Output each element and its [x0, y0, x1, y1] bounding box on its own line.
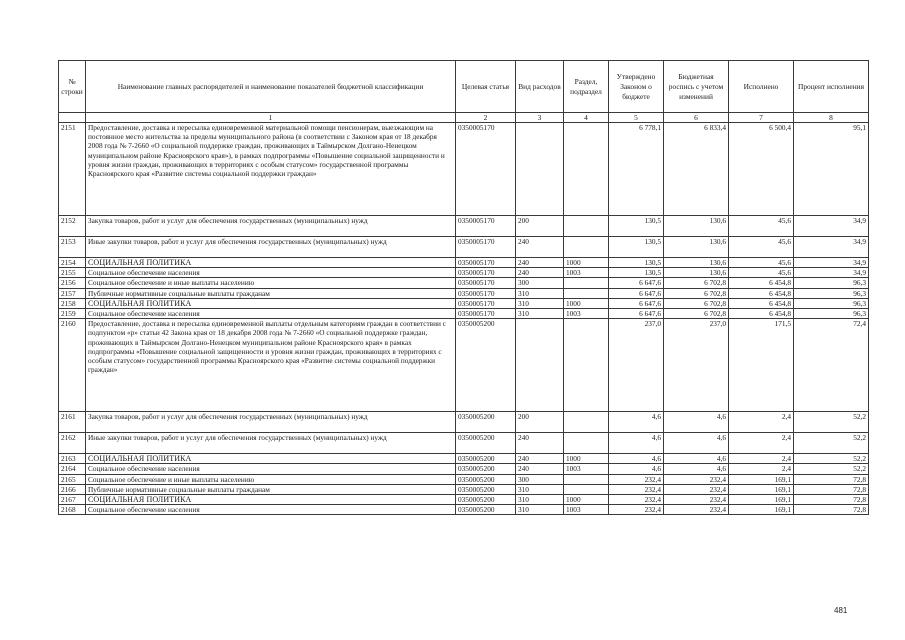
row-number: 2154: [59, 258, 86, 268]
execution-percent: 52,2: [794, 464, 869, 474]
approved-amount: 130,5: [609, 268, 664, 278]
row-name: Иные закупки товаров, работ и услуг для обеспечения государственных (муниципальных) нужд: [86, 433, 456, 454]
approved-amount: 130,5: [609, 216, 664, 237]
header-approved: Утверждено Законом о бюджете: [609, 61, 664, 113]
approved-amount: 130,5: [609, 258, 664, 268]
row-name: Предоставление, доставка и пересылка единовременной выплаты отдельным категориям граждан в соответствии с подпунктом «р» статьи 42 Закона края от 18 декабря 2008 года № 7-2660 «О социальной поддержке граждан, проживающих в Таймырском Долгано-Ненецком муниципальном районе Красноярского края» в рамках подпрограммы «Повышение социальной защищенности и уровня жизни граждан, проживающих в территориях с особым статусом» государственной программы Красноярского края «Развитие системы социальной поддержки граждан»: [86, 319, 456, 412]
target-article: 0350005170: [456, 309, 516, 319]
schedule-amount: 4,6: [664, 454, 729, 464]
row-number: 2160: [59, 319, 86, 412]
table-row: [59, 268, 869, 278]
table-row: [59, 433, 869, 454]
target-article: 0350005170: [456, 123, 516, 216]
column-number: 5: [609, 113, 664, 123]
approved-amount: 6 778,1: [609, 123, 664, 216]
schedule-amount: 232,4: [664, 484, 729, 494]
table-row: [59, 123, 869, 216]
section-code: 1003: [564, 309, 609, 319]
table-row: [59, 484, 869, 494]
section-code: [564, 474, 609, 484]
row-number: 2153: [59, 237, 86, 258]
approved-amount: 232,4: [609, 495, 664, 505]
executed-amount: 45,6: [729, 237, 794, 258]
table-row: [59, 216, 869, 237]
table-row: [59, 464, 869, 474]
target-article: 0350005200: [456, 464, 516, 474]
row-name: Социальное обеспечение населения: [86, 309, 456, 319]
header-expense-type: Вид расходов: [516, 61, 564, 113]
schedule-amount: 130,6: [664, 268, 729, 278]
execution-percent: 96,3: [794, 298, 869, 308]
approved-amount: 232,4: [609, 484, 664, 494]
table-row: [59, 495, 869, 505]
column-number: 8: [794, 113, 869, 123]
section-code: [564, 288, 609, 298]
expense-type: 200: [516, 412, 564, 433]
row-name: Социальное обеспечение населения: [86, 505, 456, 515]
schedule-amount: 4,6: [664, 412, 729, 433]
schedule-amount: 237,0: [664, 319, 729, 412]
schedule-amount: 6 702,8: [664, 288, 729, 298]
approved-amount: 6 647,6: [609, 288, 664, 298]
section-code: 1003: [564, 505, 609, 515]
approved-amount: 4,6: [609, 454, 664, 464]
column-number: 3: [516, 113, 564, 123]
header-row-number: № строки: [59, 61, 86, 113]
target-article: 0350005170: [456, 237, 516, 258]
executed-amount: 6 454,8: [729, 309, 794, 319]
header-section: Раздел, подраздел: [564, 61, 609, 113]
row-number: 2159: [59, 309, 86, 319]
row-name: Иные закупки товаров, работ и услуг для обеспечения государственных (муниципальных) нужд: [86, 237, 456, 258]
header-name: Наименование главных распорядителей и наименование показателей бюджетной классификации: [86, 61, 456, 113]
schedule-amount: 232,4: [664, 505, 729, 515]
table-row: [59, 237, 869, 258]
approved-amount: 130,5: [609, 237, 664, 258]
approved-amount: 237,0: [609, 319, 664, 412]
execution-percent: 52,2: [794, 433, 869, 454]
row-name: Публичные нормативные социальные выплаты гражданам: [86, 484, 456, 494]
execution-percent: 52,2: [794, 454, 869, 464]
table-row: [59, 288, 869, 298]
row-name: СОЦИАЛЬНАЯ ПОЛИТИКА: [86, 495, 456, 505]
target-article: 0350005170: [456, 216, 516, 237]
target-article: 0350005170: [456, 288, 516, 298]
section-code: 1003: [564, 464, 609, 474]
execution-percent: 34,9: [794, 258, 869, 268]
row-name: Предоставление, доставка и пересылка единовременной материальной помощи пенсионерам, выезжающим на постоянное место жительства за пределы муниципального района (в соответствии с Законом края от 18 декабря 2008 года № 7-2660 «О социальной поддержке граждан, проживающих в Таймырском Долгано-Ненецком муниципальном районе Красноярского края»), в рамках подпрограммы «Повышение социальной защищенности и уровня жизни граждан, проживающих в территориях с особым статусом» государственной программы Красноярского края «Развитие системы социальной поддержки граждан»: [86, 123, 456, 216]
column-number: 2: [456, 113, 516, 123]
section-code: [564, 412, 609, 433]
execution-percent: 72,8: [794, 495, 869, 505]
target-article: 0350005200: [456, 505, 516, 515]
executed-amount: 6 500,4: [729, 123, 794, 216]
section-code: 1000: [564, 258, 609, 268]
approved-amount: 4,6: [609, 464, 664, 474]
expense-type: 310: [516, 484, 564, 494]
schedule-amount: 6 702,8: [664, 278, 729, 288]
schedule-amount: 130,6: [664, 258, 729, 268]
row-number: 2164: [59, 464, 86, 474]
schedule-amount: 6 702,8: [664, 298, 729, 308]
execution-percent: 72,8: [794, 474, 869, 484]
table-row: [59, 309, 869, 319]
executed-amount: 169,1: [729, 484, 794, 494]
approved-amount: 6 647,6: [609, 309, 664, 319]
executed-amount: 2,4: [729, 412, 794, 433]
executed-amount: 2,4: [729, 433, 794, 454]
page-number: 481: [834, 606, 848, 615]
section-code: [564, 433, 609, 454]
schedule-amount: 130,6: [664, 216, 729, 237]
schedule-amount: 4,6: [664, 464, 729, 474]
executed-amount: 169,1: [729, 495, 794, 505]
section-code: [564, 278, 609, 288]
column-number: [59, 113, 86, 123]
row-name: СОЦИАЛЬНАЯ ПОЛИТИКА: [86, 454, 456, 464]
executed-amount: 45,6: [729, 268, 794, 278]
header-executed: Исполнено: [729, 61, 794, 113]
row-name: Публичные нормативные социальные выплаты гражданам: [86, 288, 456, 298]
column-number: 7: [729, 113, 794, 123]
execution-percent: 96,3: [794, 309, 869, 319]
executed-amount: 45,6: [729, 216, 794, 237]
header-row: [59, 61, 869, 113]
row-name: Закупка товаров, работ и услуг для обеспечения государственных (муниципальных) нужд: [86, 412, 456, 433]
table-row: [59, 474, 869, 484]
target-article: 0350005200: [456, 412, 516, 433]
column-number: 6: [664, 113, 729, 123]
row-number: 2161: [59, 412, 86, 433]
executed-amount: 6 454,8: [729, 288, 794, 298]
execution-percent: 96,3: [794, 278, 869, 288]
header-schedule: Бюджетная роспись с учетом изменений: [664, 61, 729, 113]
execution-percent: 96,3: [794, 288, 869, 298]
schedule-amount: 232,4: [664, 474, 729, 484]
target-article: 0350005200: [456, 484, 516, 494]
row-number: 2156: [59, 278, 86, 288]
row-name: Социальное обеспечение и иные выплаты населению: [86, 278, 456, 288]
table-row: [59, 412, 869, 433]
row-number: 2155: [59, 268, 86, 278]
expense-type: [516, 319, 564, 412]
section-code: [564, 123, 609, 216]
section-code: 1003: [564, 268, 609, 278]
schedule-amount: 232,4: [664, 495, 729, 505]
table-row: [59, 278, 869, 288]
section-code: 1000: [564, 298, 609, 308]
section-code: 1000: [564, 454, 609, 464]
expense-type: 310: [516, 495, 564, 505]
execution-percent: 34,9: [794, 216, 869, 237]
section-code: [564, 216, 609, 237]
table-row: [59, 319, 869, 412]
target-article: 0350005170: [456, 278, 516, 288]
target-article: 0350005200: [456, 319, 516, 412]
expense-type: 300: [516, 278, 564, 288]
approved-amount: 4,6: [609, 412, 664, 433]
schedule-amount: 6 702,8: [664, 309, 729, 319]
budget-execution-table: [58, 60, 869, 515]
row-number: 2152: [59, 216, 86, 237]
target-article: 0350005200: [456, 474, 516, 484]
execution-percent: 72,8: [794, 505, 869, 515]
target-article: 0350005200: [456, 454, 516, 464]
row-number: 2157: [59, 288, 86, 298]
expense-type: 240: [516, 433, 564, 454]
column-number: 4: [564, 113, 609, 123]
expense-type: 240: [516, 454, 564, 464]
column-numbers-row: [59, 113, 869, 123]
section-code: [564, 237, 609, 258]
row-number: 2165: [59, 474, 86, 484]
expense-type: 300: [516, 474, 564, 484]
row-number: 2151: [59, 123, 86, 216]
section-code: [564, 484, 609, 494]
row-number: 2168: [59, 505, 86, 515]
row-name: Социальное обеспечение и иные выплаты населению: [86, 474, 456, 484]
target-article: 0350005200: [456, 495, 516, 505]
section-code: [564, 319, 609, 412]
row-number: 2163: [59, 454, 86, 464]
approved-amount: 232,4: [609, 474, 664, 484]
approved-amount: 232,4: [609, 505, 664, 515]
row-name: Социальное обеспечение населения: [86, 464, 456, 474]
table-row: [59, 454, 869, 464]
schedule-amount: 4,6: [664, 433, 729, 454]
column-number: 1: [86, 113, 456, 123]
section-code: 1000: [564, 495, 609, 505]
header-target-article: Целевая статья: [456, 61, 516, 113]
expense-type: 200: [516, 216, 564, 237]
executed-amount: 2,4: [729, 454, 794, 464]
row-name: СОЦИАЛЬНАЯ ПОЛИТИКА: [86, 258, 456, 268]
target-article: 0350005200: [456, 433, 516, 454]
execution-percent: 95,1: [794, 123, 869, 216]
row-number: 2158: [59, 298, 86, 308]
executed-amount: 169,1: [729, 505, 794, 515]
execution-percent: 72,8: [794, 484, 869, 494]
expense-type: 310: [516, 288, 564, 298]
row-number: 2166: [59, 484, 86, 494]
approved-amount: 6 647,6: [609, 298, 664, 308]
expense-type: 310: [516, 505, 564, 515]
executed-amount: 169,1: [729, 474, 794, 484]
execution-percent: 34,9: [794, 237, 869, 258]
table-row: [59, 258, 869, 268]
expense-type: 240: [516, 268, 564, 278]
schedule-amount: 130,6: [664, 237, 729, 258]
executed-amount: 171,5: [729, 319, 794, 412]
schedule-amount: 6 833,4: [664, 123, 729, 216]
row-number: 2162: [59, 433, 86, 454]
expense-type: 310: [516, 309, 564, 319]
row-number: 2167: [59, 495, 86, 505]
target-article: 0350005170: [456, 258, 516, 268]
executed-amount: 6 454,8: [729, 278, 794, 288]
row-name: СОЦИАЛЬНАЯ ПОЛИТИКА: [86, 298, 456, 308]
expense-type: [516, 123, 564, 216]
executed-amount: 6 454,8: [729, 298, 794, 308]
expense-type: 310: [516, 298, 564, 308]
execution-percent: 52,2: [794, 412, 869, 433]
header-percent: Процент исполнения: [794, 61, 869, 113]
target-article: 0350005170: [456, 268, 516, 278]
expense-type: 240: [516, 258, 564, 268]
expense-type: 240: [516, 464, 564, 474]
row-name: Социальное обеспечение населения: [86, 268, 456, 278]
execution-percent: 72,4: [794, 319, 869, 412]
approved-amount: 4,6: [609, 433, 664, 454]
target-article: 0350005170: [456, 298, 516, 308]
row-name: Закупка товаров, работ и услуг для обеспечения государственных (муниципальных) нужд: [86, 216, 456, 237]
approved-amount: 6 647,6: [609, 278, 664, 288]
executed-amount: 45,6: [729, 258, 794, 268]
expense-type: 240: [516, 237, 564, 258]
execution-percent: 34,9: [794, 268, 869, 278]
executed-amount: 2,4: [729, 464, 794, 474]
table-row: [59, 298, 869, 308]
table-row: [59, 505, 869, 515]
